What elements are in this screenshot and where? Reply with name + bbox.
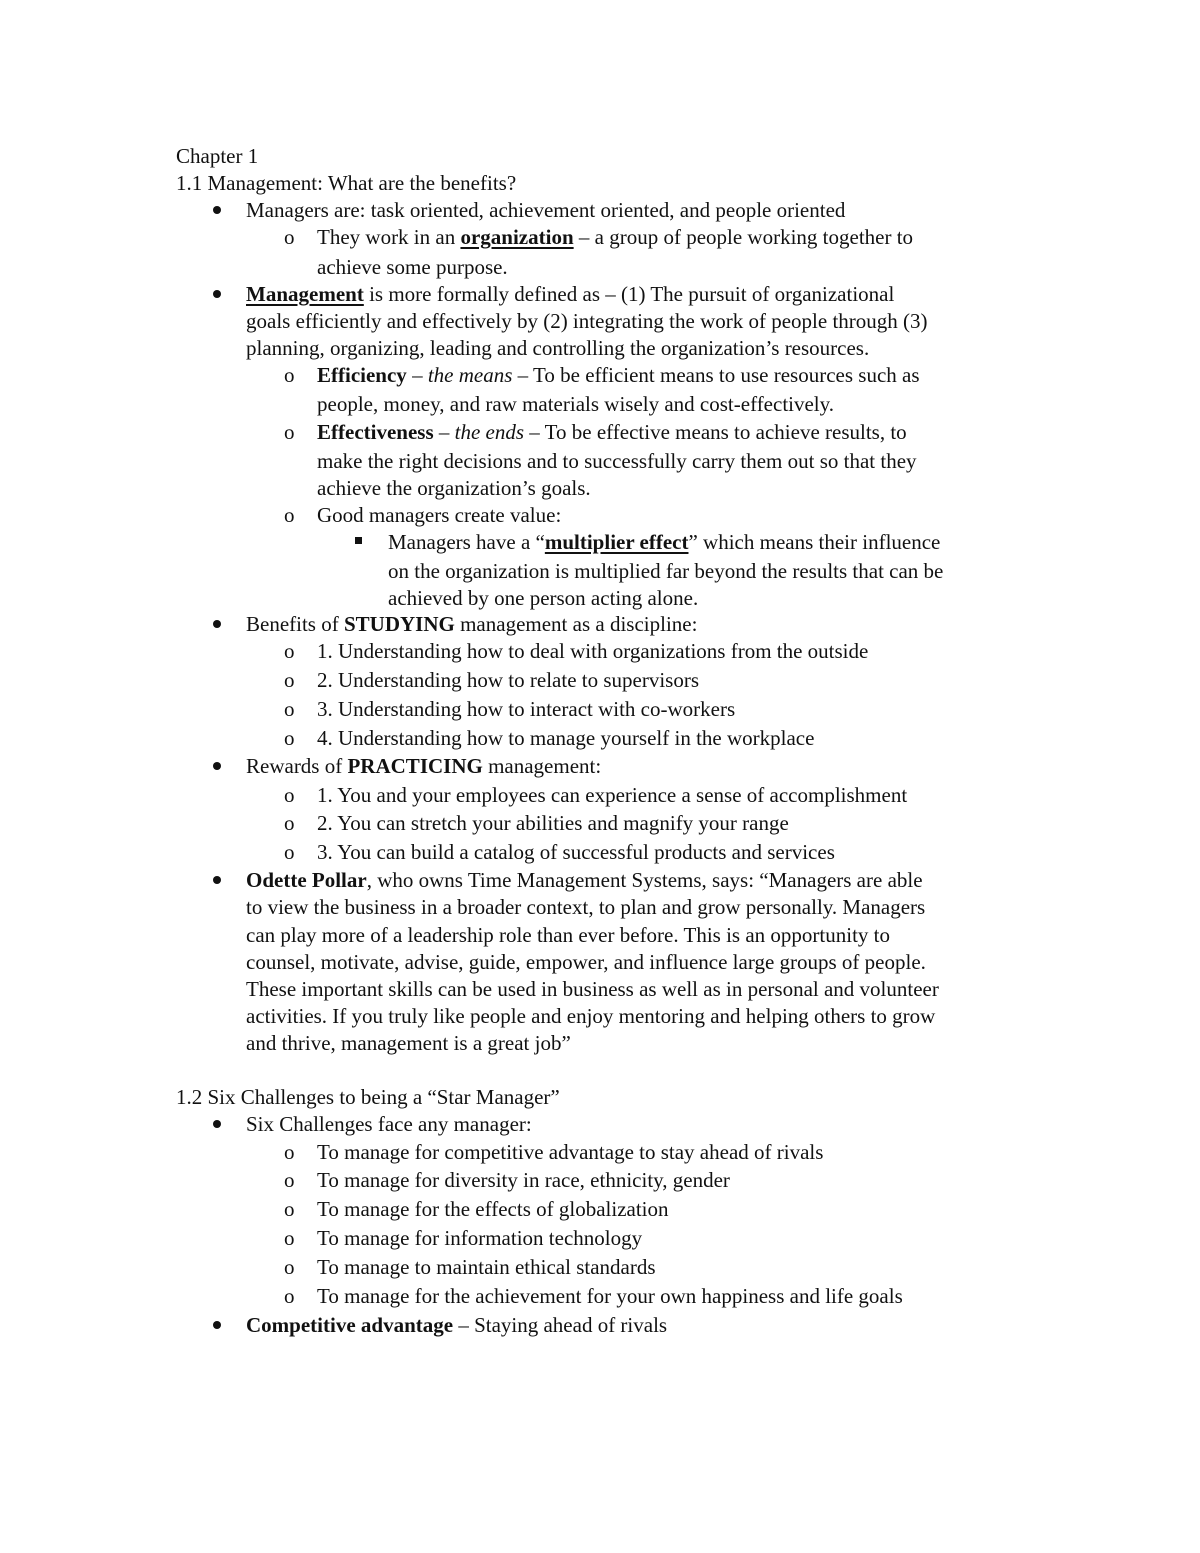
bullet-marker xyxy=(213,290,221,298)
text: They work in an xyxy=(317,225,461,249)
term-management: Management xyxy=(246,282,364,306)
bullet-management-definition-cont: goals efficiently and effectively by (2) integrating the work of people through (3) xyxy=(246,309,928,333)
term-practicing: PRACTICING xyxy=(347,754,483,778)
text: Benefits of xyxy=(246,612,344,636)
term-organization: organization xyxy=(460,225,574,249)
sub-bullet-effectiveness-cont: achieve the organization’s goals. xyxy=(317,476,591,500)
list-item: To manage for the effects of globalization xyxy=(317,1197,669,1221)
list-item: 1. Understanding how to deal with organizations from the outside xyxy=(317,639,869,663)
list-item: 1. You and your employees can experience a sense of accomplishment xyxy=(317,783,908,807)
sub-sub-bullet-multiplier-cont: achieved by one person acting alone. xyxy=(388,586,699,610)
sub-bullet-marker: o xyxy=(284,363,295,387)
list-item: To manage for information technology xyxy=(317,1226,643,1250)
sub-bullet-effectiveness-cont: make the right decisions and to successfully carry them out so that they xyxy=(317,449,917,473)
text: , who owns Time Management Systems, says: “Managers are able xyxy=(366,868,923,892)
list-item: 3. Understanding how to interact with co-workers xyxy=(317,697,736,721)
sub-bullet-marker: o xyxy=(284,783,295,807)
text: – a group of people working together to xyxy=(573,225,914,249)
sub-bullet-create-value: Good managers create value: xyxy=(317,503,562,527)
text: – Staying ahead of rivals xyxy=(453,1313,668,1337)
bullet-pollar-quote-cont: and thrive, management is a great job” xyxy=(246,1031,571,1055)
bullet-pollar-quote-cont: to view the business in a broader context, to plan and grow personally. Managers xyxy=(246,895,926,919)
text: – xyxy=(433,420,455,444)
text-the-means: the means xyxy=(427,363,513,387)
bullet-six-challenges: Six Challenges face any manager: xyxy=(246,1112,532,1136)
bullet-management-definition xyxy=(246,281,894,308)
text: management as a discipline: xyxy=(454,612,698,636)
bullet-managers-are: Managers are: task oriented, achievement oriented, and people oriented xyxy=(246,198,846,222)
text-the-ends: the ends xyxy=(454,420,525,444)
term-competitive-advantage: Competitive advantage xyxy=(246,1313,454,1337)
sub-bullet-marker: o xyxy=(284,1197,295,1221)
sub-bullet-efficiency xyxy=(317,362,920,389)
sub-bullet-organization xyxy=(317,224,913,251)
bullet-pollar-quote xyxy=(246,867,923,894)
term-multiplier-effect: multiplier effect xyxy=(544,530,689,554)
sub-bullet-organization-cont: achieve some purpose. xyxy=(317,255,508,279)
sub-bullet-marker: o xyxy=(284,1168,295,1192)
bullet-management-definition-cont: planning, organizing, leading and controlling the organization’s resources. xyxy=(246,336,870,360)
sub-bullet-marker: o xyxy=(284,697,295,721)
text: Managers have a “ xyxy=(388,530,545,554)
bullet-pollar-quote-cont: can play more of a leadership role than ever before. This is an opportunity to xyxy=(246,923,890,947)
list-item: To manage for the achievement for your own happiness and life goals xyxy=(317,1284,903,1308)
bullet-marker xyxy=(213,1321,221,1329)
sub-bullet-marker: o xyxy=(284,668,295,692)
text: – To be effective means to achieve results, to xyxy=(524,420,907,444)
section-heading-1-1: 1.1 Management: What are the benefits? xyxy=(176,171,517,195)
sub-bullet-effectiveness xyxy=(317,419,907,446)
bullet-pollar-quote-cont: counsel, motivate, advise, guide, empower, and influence large groups of people. xyxy=(246,950,926,974)
list-item: 3. You can build a catalog of successful products and services xyxy=(317,840,835,864)
bullet-marker xyxy=(213,1120,221,1128)
bullet-pollar-quote-cont: These important skills can be used in business as well as in personal and volunteer xyxy=(246,977,939,1001)
term-effectiveness: Effectiveness xyxy=(317,420,434,444)
bullet-pollar-quote-cont: activities. If you truly like people and enjoy mentoring and helping others to grow xyxy=(246,1004,936,1028)
chapter-title: Chapter 1 xyxy=(176,144,259,168)
text: is more formally defined as – (1) The pursuit of organizational xyxy=(363,282,895,306)
quote-author: Odette Pollar xyxy=(246,868,367,892)
bullet-rewards-practicing xyxy=(246,753,601,780)
text: ” which means their influence xyxy=(688,530,941,554)
sub-bullet-marker: o xyxy=(284,811,295,835)
sub-bullet-marker: o xyxy=(284,639,295,663)
list-item: 2. You can stretch your abilities and magnify your range xyxy=(317,811,789,835)
square-bullet-marker xyxy=(355,537,362,544)
list-item: To manage for competitive advantage to stay ahead of rivals xyxy=(317,1140,824,1164)
sub-sub-bullet-multiplier xyxy=(388,529,940,556)
sub-bullet-marker: o xyxy=(284,840,295,864)
list-item: To manage for diversity in race, ethnicity, gender xyxy=(317,1168,730,1192)
sub-bullet-marker: o xyxy=(284,420,295,444)
term-efficiency: Efficiency xyxy=(317,363,407,387)
term-studying: STUDYING xyxy=(343,612,455,636)
bullet-marker xyxy=(213,206,221,214)
section-heading-1-2: 1.2 Six Challenges to being a “Star Manager” xyxy=(176,1085,560,1109)
text: Rewards of xyxy=(246,754,348,778)
sub-bullet-marker: o xyxy=(284,1140,295,1164)
bullet-marker xyxy=(213,876,221,884)
sub-bullet-marker: o xyxy=(284,1255,295,1279)
bullet-marker xyxy=(213,620,221,628)
sub-bullet-marker: o xyxy=(284,503,295,527)
sub-bullet-marker: o xyxy=(284,225,295,249)
sub-bullet-marker: o xyxy=(284,726,295,750)
bullet-marker xyxy=(213,762,221,770)
sub-bullet-marker: o xyxy=(284,1226,295,1250)
text: – To be efficient means to use resources such as xyxy=(512,363,920,387)
sub-bullet-efficiency-cont: people, money, and raw materials wisely and cost-effectively. xyxy=(317,392,835,416)
list-item: 4. Understanding how to manage yourself in the workplace xyxy=(317,726,815,750)
list-item: To manage to maintain ethical standards xyxy=(317,1255,656,1279)
bullet-benefits-studying xyxy=(246,611,697,638)
sub-sub-bullet-multiplier-cont: on the organization is multiplied far beyond the results that can be xyxy=(388,559,944,583)
list-item: 2. Understanding how to relate to supervisors xyxy=(317,668,700,692)
text: – xyxy=(406,363,428,387)
sub-bullet-marker: o xyxy=(284,1284,295,1308)
text: management: xyxy=(482,754,602,778)
bullet-competitive-advantage xyxy=(246,1312,667,1339)
